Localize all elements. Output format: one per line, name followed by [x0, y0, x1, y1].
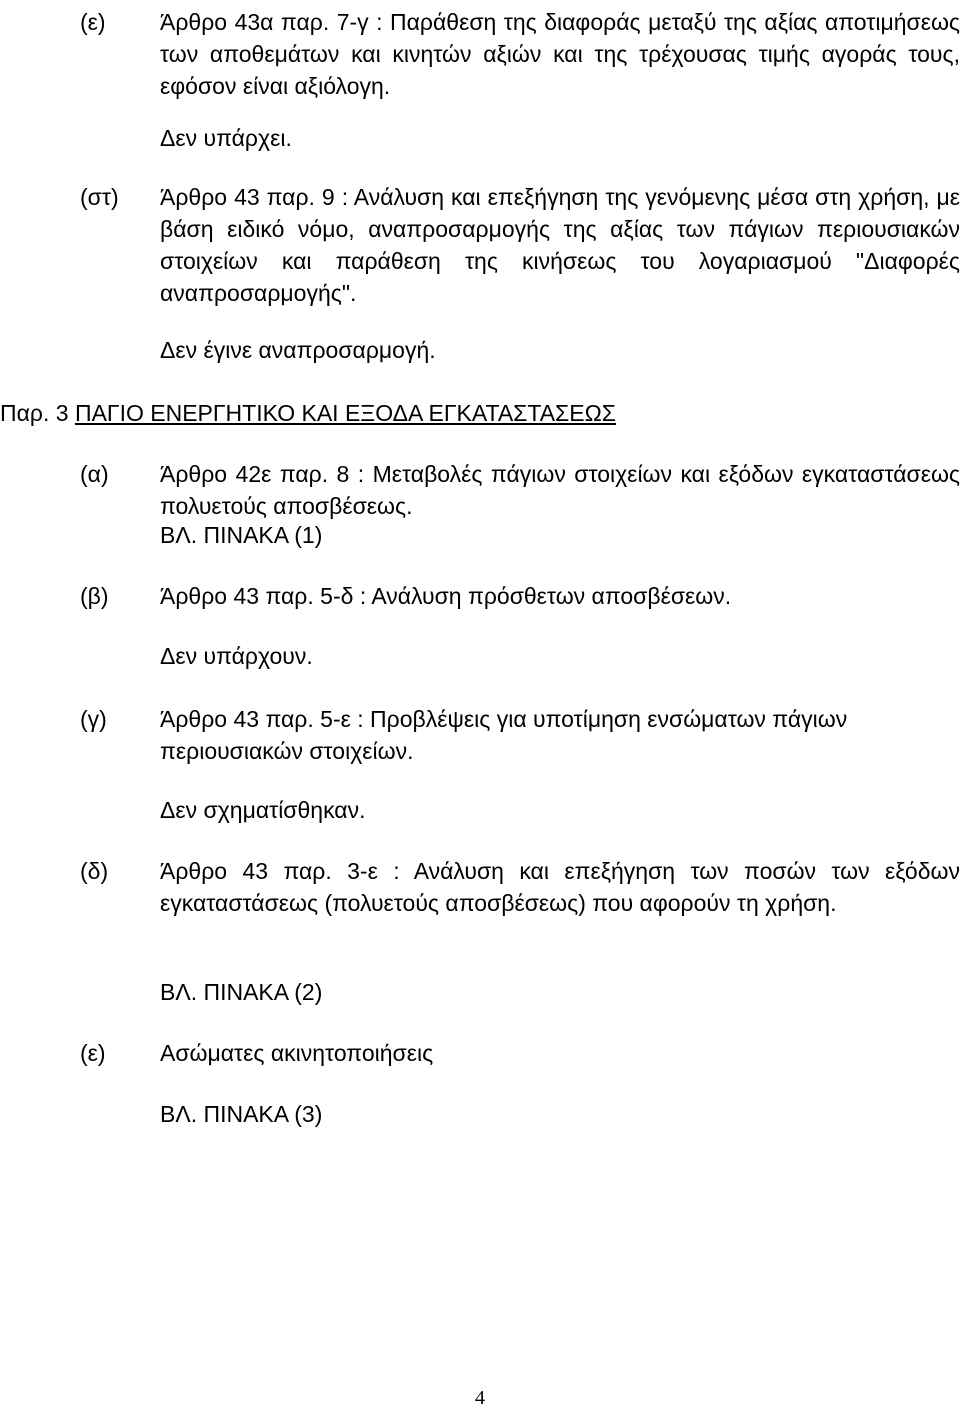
item-note: ΒΛ. ΠΙΝΑΚΑ (3) — [160, 1101, 323, 1127]
item-note: ΒΛ. ΠΙΝΑΚΑ (2) — [160, 979, 323, 1005]
section-title: ΠΑΓΙΟ ΕΝΕΡΓΗΤΙΚΟ ΚΑΙ ΕΞΟΔΑ ΕΓΚΑΤΑΣΤΑΣΕΩΣ — [74, 400, 617, 426]
item-marker: (δ) — [80, 858, 109, 884]
item-note: Δεν σχηματίσθηκαν. — [160, 797, 366, 823]
item-marker: (α) — [80, 461, 109, 487]
item-text: Άρθρο 43 παρ. 3-ε : Ανάλυση και επεξήγηση των ποσών των εξόδων εγκαταστάσεως (πολυετούς αποσβέσεως) που αφορούν τη χρήση. — [160, 858, 960, 916]
item-note: Δεν υπάρχουν. — [160, 643, 313, 669]
item-marker: (ε) — [80, 1040, 106, 1066]
item-marker: (β) — [80, 583, 109, 609]
item-marker: (ε) — [80, 9, 106, 35]
item-note: Δεν έγινε αναπροσαρμογή. — [160, 337, 436, 363]
item-marker: (γ) — [80, 706, 107, 732]
item-note: Δεν υπάρχει. — [160, 125, 292, 151]
item-note: ΒΛ. ΠΙΝΑΚΑ (1) — [160, 522, 323, 548]
item-text: Άρθρο 42ε παρ. 8 : Μεταβολές πάγιων στοιχείων και εξόδων εγκαταστάσεως πολυετούς αποσβέσεως. — [160, 461, 960, 519]
item-text: Άρθρο 43 παρ. 5-δ : Ανάλυση πρόσθετων αποσβέσεων. — [160, 583, 732, 609]
page-number: 4 — [475, 1387, 485, 1409]
section-heading — [0, 397, 616, 429]
item-text: Άρθρο 43 παρ. 5-ε : Προβλέψεις για υποτίμηση ενσώματων πάγιων περιουσιακών στοιχείων. — [160, 706, 848, 764]
item-text: Άρθρο 43 παρ. 9 : Ανάλυση και επεξήγηση της γενόμενης μέσα στη χρήση, με βάση ειδικό νόμο, αναπροσαρμογής της αξίας των πάγιων περιουσιακών στοιχείων και παράθεση της κινήσεως του λογαριασμού "Διαφορές αναπροσαρμογής". — [160, 184, 960, 306]
item-marker: (στ) — [80, 184, 119, 210]
item-text: Ασώματες ακινητοποιήσεις — [160, 1040, 434, 1066]
item-text: Άρθρο 43α παρ. 7-γ : Παράθεση της διαφοράς μεταξύ της αξίας αποτιμήσεως των αποθεμάτων και κινητών αξιών και της τρέχουσας τιμής αγοράς τους, εφόσον είναι αξιόλογη. — [160, 9, 960, 99]
section-number: Παρ. 3 — [0, 400, 69, 426]
